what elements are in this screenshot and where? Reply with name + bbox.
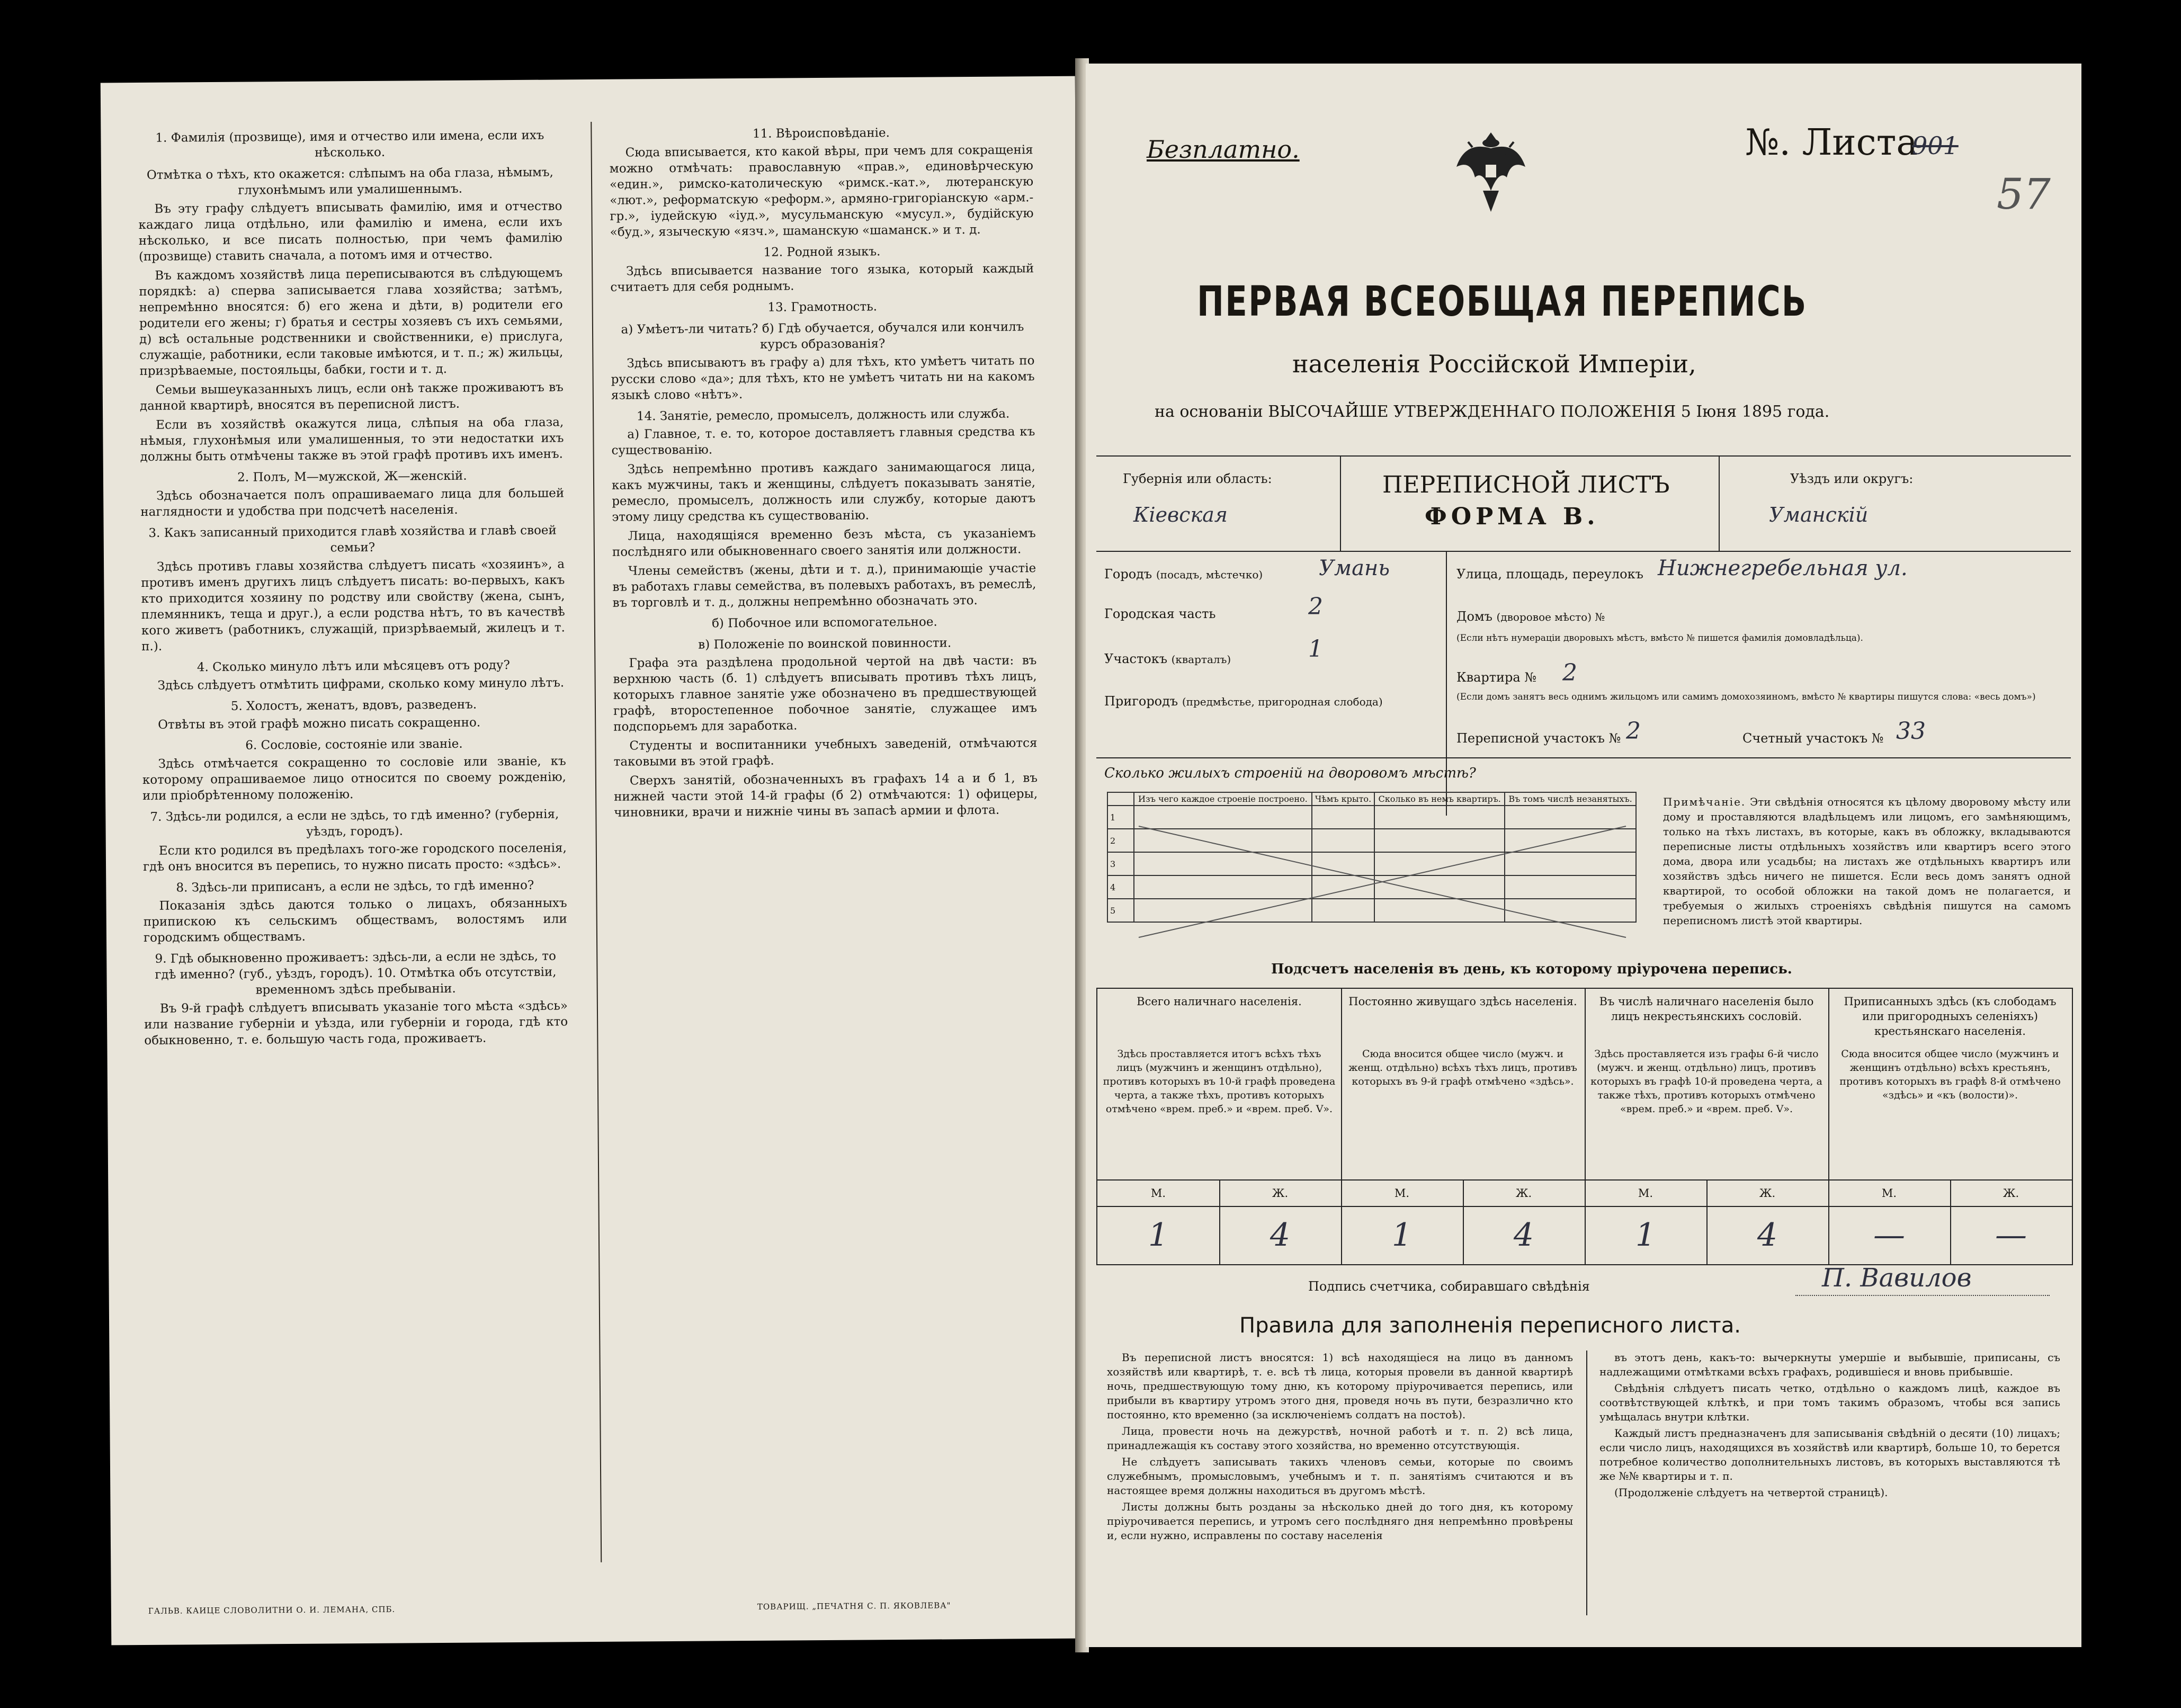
page-subtitle: населенія Россійской Имперіи, xyxy=(1292,350,1696,378)
table-row: 2 xyxy=(1107,829,1636,852)
uezd-label: Уѣздъ или округъ: xyxy=(1790,471,1914,486)
column-divider xyxy=(591,122,602,1562)
zh-label: Ж. xyxy=(1759,1187,1776,1200)
sheet-number-value: 901 xyxy=(1912,131,1959,160)
rules-column-left xyxy=(1107,1351,1573,1545)
printer-imprint-left: ГАЛЬВ. КАИЦЕ СЛОВОЛИТНИ О. И. ЛЕМАНА, СПБ. xyxy=(148,1604,396,1616)
rule-paragraph: въ этотъ день, какъ-то: вычеркнуты умершіе и выбывшіе, приписаны, съ надлежащими отмѣтками всѣхъ графахъ, родившіеся и вновь прибывшіе. xyxy=(1599,1351,2060,1378)
count-col-4-head: Приписанныхъ здѣсь (къ слободамъ или пригородныхъ селеніяхъ) крестьянскаго населенія. xyxy=(1844,995,2057,1038)
count-col-3-zh: 4 xyxy=(1757,1217,1778,1254)
paragraph: Сверхъ занятій, обозначенныхъ въ графахъ 14 а и б 1, въ нижней части этой 14-й графы (б 2) отмѣчаются: 1) офицеры, чиновники, врачи и нижніе чины въ запасѣ армии и флота. xyxy=(614,771,1038,820)
table-row: 3 xyxy=(1107,852,1636,875)
perepis-uchastok-label: Переписной участокъ № xyxy=(1456,731,1621,746)
ulitsa-label: Улица, площадь, переулокъ xyxy=(1456,567,1643,582)
rule-paragraph: Не слѣдуетъ записывать такихъ членовъ семьи, которые по своимъ служебнымъ, промысловымъ, учебнымъ и т. п. занятіямъ считаются и въ настоящее время должны находиться въ другомъ мѣстѣ. xyxy=(1107,1455,1573,1497)
signature-line xyxy=(1795,1295,2050,1296)
paragraph: Графа эта раздѣлена продольной чертой на двѣ части: въ верхнюю часть (б. 1) слѣдуетъ вписывать противъ тѣхъ лицъ, которыхъ главное занятіе уже обозначено въ предшествующей графѣ, второстепенное побочное занятіе, служащее имъ подспорьемъ для заработка. xyxy=(613,654,1038,734)
uchastok-value: 1 xyxy=(1308,636,1323,663)
gorod-value: Умань xyxy=(1319,556,1390,580)
table-row: 4 xyxy=(1107,875,1636,899)
paragraph: Отвѣты въ этой графѣ можно писать сокращенно. xyxy=(158,716,481,732)
count-col-3-head: Въ числѣ наличнаго населенія было лицъ некрестьянскихъ сословій. xyxy=(1599,995,1814,1023)
kvartira-note: (Если домъ занятъ весь однимъ жильцомъ или самимъ домохозяиномъ, вмѣсто № квартиры пишутся слова: «весь домъ») xyxy=(1456,692,2036,702)
form-title-1: ПЕРЕПИСНОЙ ЛИСТЪ xyxy=(1382,471,1670,498)
paragraph: Если въ хозяйствѣ окажутся лица, слѣпыя на оба глаза, нѣмыя, глухонѣмыя или умалишенныя, то эти недостатки ихъ должны быть отмѣчены также въ этой графѣ противъ ихъ именъ. xyxy=(140,415,564,464)
count-col-2-zh: 4 xyxy=(1513,1217,1534,1254)
section-heading: 3. Какъ записанный приходится главѣ хозяйства и главѣ своей семьи? xyxy=(148,523,557,555)
section-heading: Отмѣтка о тѣхъ, кто окажется: слѣпымъ на оба глаза, нѣмымъ, глухонѣмымъ или умалишеннымъ. xyxy=(146,165,554,198)
dom-note: (Если нѣтъ нумераціи дворовыхъ мѣстъ, вмѣсто № пишется фамилія домовладѣльца). xyxy=(1456,633,1863,643)
paragraph: Показанія здѣсь даются только о лицахъ, обязанныхъ припискою къ сельскимъ обществамъ, волостямъ или городскимъ обществамъ. xyxy=(143,896,567,945)
paragraph: Здѣсь противъ главы хозяйства слѣдуетъ писать «хозяинъ», а противъ именъ другихъ лицъ слѣдуетъ писать: во-первыхъ, какъ кто приходится хозяину по родству или свойству (жена, сынъ, племянникъ, теща и друг.), а если родства нѣтъ, то въ качествѣ кого живетъ (работникъ, служащій, призрѣваемый, жилецъ и т. п.). xyxy=(141,557,566,654)
section-heading: 7. Здѣсь-ли родился, а если не здѣсь, то гдѣ именно? (губернія, уѣздъ, городъ). xyxy=(150,807,559,839)
chast-label: Городская часть xyxy=(1104,606,1216,621)
count-col-2-desc: Сюда вносится общее число (мужч. и женщ. отдѣльно) всѣхъ тѣхъ лицъ, противъ которыхъ въ 9-й графѣ отмѣчено «здѣсь». xyxy=(1348,1048,1577,1087)
rules-divider xyxy=(1586,1351,1587,1615)
population-count-grid xyxy=(1096,988,2073,1265)
zh-label: Ж. xyxy=(2003,1187,2019,1200)
m-label: М. xyxy=(1150,1187,1166,1200)
m-label: М. xyxy=(1394,1187,1410,1200)
paragraph: Если кто родился въ предѣлахъ того-же городского поселенія, гдѣ онъ вносится въ перепись, то нужно писать просто: «здѣсь». xyxy=(142,841,567,874)
section-heading: 6. Сословіе, состояніе или званіе. xyxy=(245,737,463,753)
paragraph: Студенты и воспитанники учебныхъ заведеній, отмѣчаются таковыми въ этой графѣ. xyxy=(613,736,1038,769)
paragraph: Здѣсь вписывается название того языка, который каждый считаетъ для себя роднымъ. xyxy=(610,262,1034,294)
guberniya-label: Губернія или область: xyxy=(1123,471,1272,486)
buildings-header-vacant: Въ томъ числѣ незанятыхъ. xyxy=(1505,792,1636,806)
free-label: Безплатно. xyxy=(1147,135,1300,164)
count-col-1-desc: Здѣсь проставляется итогъ всѣхъ тѣхъ лицъ (мужчинъ и женщинъ отдѣльно), противъ которыхъ въ 10-й графѣ проведена черта, а также тѣхъ, противъ которыхъ отмѣчено «врем. преб.» и «врем. преб. V». xyxy=(1103,1048,1336,1115)
legal-basis: на основаніи ВЫСОЧАЙШЕ УТВЕРЖДЕННАГО ПОЛОЖЕНІЯ 5 Іюня 1895 года. xyxy=(1155,403,1830,421)
schet-uchastok-value: 33 xyxy=(1896,718,1926,745)
schet-uchastok-label: Счетный участокъ № xyxy=(1742,731,1884,746)
buildings-header-material: Изъ чего каждое строеніе построено. xyxy=(1134,792,1312,806)
count-col-4-m: — xyxy=(1873,1217,1905,1254)
paragraph: Лица, находящіяся временно безъ мѣста, съ указаніемъ послѣдняго или обыкновеннаго своего занятія или должности. xyxy=(612,526,1036,559)
section-heading: 5. Холостъ, женатъ, вдовъ, разведенъ. xyxy=(230,697,477,713)
kvartira-label: Квартира № xyxy=(1456,670,1537,685)
zh-label: Ж. xyxy=(1272,1187,1289,1200)
right-page xyxy=(1086,64,2081,1647)
buildings-header-roof: Чѣмъ крыто. xyxy=(1312,792,1374,806)
form-title-2: ФОРМА В. xyxy=(1425,503,1599,530)
count-col-2-head: Постоянно живущаго здѣсь населенія. xyxy=(1348,995,1577,1008)
section-heading: 8. Здѣсь-ли приписанъ, а если не здѣсь, то гдѣ именно? xyxy=(176,878,534,895)
section-heading: в) Положеніе по воинской повинности. xyxy=(698,636,952,652)
rule-paragraph: Каждый листъ предназначенъ для записыванія свѣдѣній о десяти (10) лицахъ; если число лицъ, находящихся въ хозяйствѣ или квартирѣ, больше 10, то берется потребное количество дополнительныхъ листовъ, въ которыхъ выставляются тѣ же №№ квартиры и т. п. xyxy=(1599,1427,2060,1482)
sheet-number-label: №. Листа xyxy=(1745,122,1918,164)
count-col-2-m: 1 xyxy=(1391,1217,1413,1254)
signature-label: Подпись счетчика, собиравшаго свѣдѣнія xyxy=(1308,1279,1590,1294)
rules-column-right xyxy=(1599,1351,2060,1502)
instructions-column-1 xyxy=(138,122,568,1052)
count-col-1-m: 1 xyxy=(1148,1217,1169,1254)
rule-paragraph: Въ переписной листъ вносятся: 1) всѣ находящіеся на лицо въ данномъ хозяйствѣ или квартирѣ, т. е. всѣ тѣ лица, которыя провели въ данной квартирѣ ночь, предшествующую тому дню, къ которому пріурочивается перепись, или прибыли въ квартиру утромъ этого дня, проведя ночь въ пути, безразлично кто постоянно, кто временно (за исключеніемъ солдатъ на постоѣ). xyxy=(1107,1351,1573,1421)
count-col-4-desc: Сюда вносится общее число (мужчинъ и женщинъ отдѣльно) всѣхъ крестьянъ, противъ которыхъ въ графѣ 8-й отмѣчено «здѣсь» и «къ (волости)». xyxy=(1839,1048,2061,1101)
m-label: М. xyxy=(1638,1187,1653,1200)
header-divider-right xyxy=(1719,455,1720,551)
rule-paragraph: Лица, провести ночь на дежурствѣ, ночной работѣ и т. п. 2) всѣ лица, принадлежащія къ составу этого хозяйства, но временно отсутствующія. xyxy=(1107,1425,1573,1452)
prigorod-label: Пригородъ (предмѣстье, пригородная слобода) xyxy=(1104,694,1383,709)
printer-imprint-right: ТОВАРИЩ. „ПЕЧАТНЯ С. П. ЯКОВЛЕВА" xyxy=(757,1600,951,1612)
signature-value: П. Вавилов xyxy=(1822,1263,1972,1293)
paragraph: Здѣсь непремѣнно противъ каждаго занимающагося лица, какъ мужчины, такъ и женщины, слѣдуетъ показывать занятіе, ремесло, промыселъ, должность или службу, которые даютъ этому лицу средства къ существованію. xyxy=(611,460,1036,524)
section-heading: 1. Фамилія (прозвище), имя и отчество или имена, если ихъ нѣсколько. xyxy=(155,128,544,160)
section-heading: 12. Родной языкъ. xyxy=(763,245,881,260)
rule-paragraph: (Продолженіе слѣдуетъ на четвертой страницѣ). xyxy=(1614,1486,1888,1499)
paragraph: Члены семействъ (жены, дѣти и т. д.), принимающіе участіе въ работахъ главы семейства, въ полевыхъ работахъ, въ ремеслѣ, въ торговлѣ и т. д., должны непремѣнно обозначать это. xyxy=(612,561,1036,610)
paragraph: а) Главное, т. е. то, которое доставляетъ главныя средства къ существованію. xyxy=(611,425,1035,458)
paragraph: Здѣсь отмѣчается сокращенно то сословіе или званіе, къ которому опрашиваемое лицо относится по своему рожденію, или пріобрѣтенному положенію. xyxy=(142,754,566,803)
section-heading: 4. Сколько минуло лѣтъ или мѣсяцевъ отъ роду? xyxy=(196,658,510,675)
header-divider-left xyxy=(1340,455,1341,551)
header-rule-bottom xyxy=(1096,551,2071,552)
note-block: Примѣчаніе. Эти свѣдѣнія относятся къ цѣлому дворовому мѣсту или дому и проставляются владѣльцемъ или лицомъ, его замѣняющимъ, только на тѣхъ листахъ, въ которые, какъ въ обложку, вкладываются переписные листы отдѣльныхъ хозяйствъ или квартиръ всего этого дома, двора или усадьбы; на листахъ же отдѣльныхъ квартиръ или хозяйствъ здѣсь ничего не пишется. Если весь домъ занятъ одной квартирой, то особой обложки на такой домъ не полагается, и требуемыя о жилыхъ строеніяхъ свѣдѣнія пишутся на самомъ переписномъ листѣ этой квартиры. xyxy=(1663,795,2071,927)
buildings-num-header xyxy=(1107,792,1134,806)
paragraph: Сюда вписывается, кто какой вѣры, при чемъ для сокращенія можно отмѣчать: православную «прав.», единовѣрческую «един.», римско-католическую «римск.-кат.», лютеранскую «лют.», реформатскую «реформ.», армяно-григоріанскую «арм.-гр.», іудейскую «іуд.», мусульманскую «мусул.», будійскую «буд.», языческую «язч.», шаманскую «шаманск.» и т. д. xyxy=(609,143,1034,239)
m-label: М. xyxy=(1881,1187,1897,1200)
address-rule xyxy=(1096,757,2071,758)
buildings-header-apartments: Сколько въ немъ квартиръ. xyxy=(1374,792,1505,806)
section-heading: 11. Вѣроисповѣданіе. xyxy=(752,126,890,141)
gorod-label: Городъ (посадъ, мѣстечко) xyxy=(1104,567,1263,582)
count-col-3-desc: Здѣсь проставляется изъ графы 6-й число (мужч. и женщ. отдѣльно) лицъ, противъ которыхъ въ графѣ 10-й проведена черта, а также тѣхъ, противъ которыхъ отмѣчено «врем. преб.» и «врем. преб. V». xyxy=(1590,1048,1822,1115)
kvartira-value: 2 xyxy=(1562,659,1577,686)
perepis-uchastok-value: 2 xyxy=(1626,718,1641,745)
paragraph: Семьи вышеуказанныхъ лицъ, если онѣ также проживаютъ въ данной квартирѣ, вносятся въ переписной листъ. xyxy=(139,380,564,413)
rules-title: Правила для заполненія переписного листа. xyxy=(1239,1313,1741,1338)
section-heading: 14. Занятіе, ремесло, промыселъ, должность или служба. xyxy=(636,407,1010,424)
zh-label: Ж. xyxy=(1515,1187,1532,1200)
paragraph: Здѣсь слѣдуетъ отмѣтить цифрами, сколько кому минуло лѣтъ. xyxy=(157,676,565,693)
buildings-question: Сколько жилыхъ строеній на дворовомъ мѣстѣ? xyxy=(1104,765,1476,781)
uezd-value: Уманскій xyxy=(1769,503,1869,526)
count-col-1-zh: 4 xyxy=(1270,1217,1291,1254)
table-row: 1 xyxy=(1107,806,1636,829)
table-row: 5 xyxy=(1107,899,1636,922)
section-heading: б) Побочное или вспомогательное. xyxy=(711,615,937,631)
left-page xyxy=(101,76,1086,1646)
paragraph: Въ эту графу слѣдуетъ вписывать фамилію, имя и отчество каждаго лица отдѣльно, или фамилію и имена, если ихъ нѣсколько, и все писать полностью, при чемъ фамилію (прозвище) ставить сначала, а потомъ имя и отчество. xyxy=(138,199,562,264)
count-col-1-head: Всего наличнаго населенія. xyxy=(1137,995,1302,1008)
header-rule-top xyxy=(1096,455,2071,457)
rule-paragraph: Листы должны быть розданы за нѣсколько дней до того дня, къ которому пріурочивается перепись, и утромъ сего послѣдняго дня непремѣнно провѣрены и, если нужно, исправлены по составу населенія xyxy=(1107,1500,1573,1542)
count-title: Подсчетъ населенія въ день, къ которому пріурочена перепись. xyxy=(1271,961,1792,977)
section-heading: 13. Грамотность. xyxy=(767,300,878,315)
paragraph: Въ 9-й графѣ слѣдуетъ вписывать указаніе того мѣста «здѣсь» или название губерніи и уѣзда, или губерніи и города, гдѣ кто обыкновенно, т. е. большую часть года, проживаетъ. xyxy=(144,999,568,1048)
paragraph: Здѣсь обозначается полъ опрашиваемаго лица для большей наглядности и удобства при подсчетѣ населенія. xyxy=(140,486,565,519)
section-heading: 2. Полъ, М—мужской, Ж—женскій. xyxy=(237,469,467,485)
guberniya-value: Кіевская xyxy=(1133,503,1228,526)
paragraph: Въ каждомъ хозяйствѣ лица переписываются въ слѣдующемъ порядкѣ: а) сперва записывается глава хозяйства; затѣмъ, непремѣнно вносятся: б) его жена и дѣти, в) родители его родители его жены; г) братья и сестры хозяевъ съ ихъ семьями, д) всѣ остальные родственники и свойственники, е) прислуга, служащіе, работники, если таковые имѣются, и т. п.; ж) жильцы, призрѣваемые, постояльцы, бабки, гости и т. д. xyxy=(139,266,564,378)
section-heading: 9. Гдѣ обыкновенно проживаетъ: здѣсь-ли, а если не здѣсь, то гдѣ именно? (губ., уѣздъ, городъ). 10. Отмѣтка объ отсутствіи, временномъ здѣсь пребываніи. xyxy=(155,949,557,997)
page-title: ПЕРВАЯ ВСЕОБЩАЯ ПЕРЕПИСЬ xyxy=(1197,278,1808,326)
section-heading: а) Умѣетъ-ли читать? б) Гдѣ обучается, обучался или кончилъ курсъ образованія? xyxy=(621,320,1024,352)
buildings-crossout-mark xyxy=(1133,821,1631,943)
count-col-4-zh: — xyxy=(1995,1217,2027,1254)
instructions-column-2 xyxy=(609,119,1038,824)
imperial-eagle-icon xyxy=(1451,127,1531,217)
chast-value: 2 xyxy=(1308,593,1323,620)
count-col-3-m: 1 xyxy=(1635,1217,1656,1254)
rule-paragraph: Свѣдѣнія слѣдуетъ писать четко, отдѣльно о каждомъ лицѣ, каждое въ соотвѣтствующей клѣткѣ, и при томъ такимъ образомъ, чтобы вся запись умѣщалась внутри клѣтки. xyxy=(1599,1382,2060,1423)
corner-number: 57 xyxy=(1997,169,2051,219)
dom-label: Домъ (дворовое мѣсто) № xyxy=(1456,609,1605,624)
paragraph: Здѣсь вписываютъ въ графу а) для тѣхъ, кто умѣетъ читать по русски слово «да»; для тѣхъ, кто не умѣетъ читать ни на какомъ языкѣ слово «нѣтъ». xyxy=(611,354,1035,403)
uchastok-label: Участокъ (кварталъ) xyxy=(1104,651,1231,666)
ulitsa-value: Нижнегребельная ул. xyxy=(1658,556,1908,580)
